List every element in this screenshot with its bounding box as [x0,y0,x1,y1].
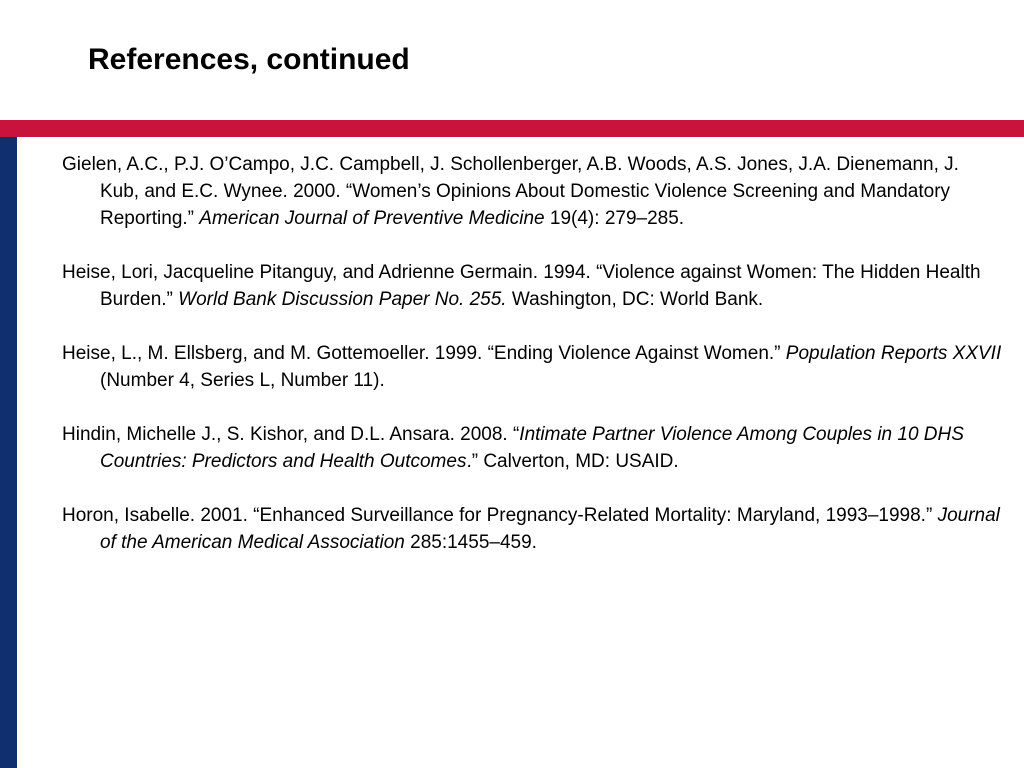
reference-source: American Journal of Preventive Medicine [199,208,545,229]
reference-text: Hindin, Michelle J., S. Kishor, and D.L. Ansara. 2008. “ [62,424,520,445]
reference-details: Washington, DC: World Bank. [506,289,764,310]
slide-title: References, continued [88,43,410,76]
reference-source: Population Reports XXVII [785,343,1002,364]
reference-entry-horon [62,502,1002,556]
reference-entry-heise-1999 [62,340,1002,394]
reference-entry-heise-1994 [62,259,1002,313]
reference-details: (Number 4, Series L, Number 11). [100,370,385,391]
reference-text: Gielen, A.C., P.J. O’Campo, J.C. Campbell, J. Schollenberger, A.B. Woods, A.S. Jones, J.A. Dienemann, J. Kub, and E.C. Wynee. 2000. “Women’s Opinions About Domestic Violence Screening and Mandatory Reporting.” [62,154,959,229]
top-accent-bar [0,120,1024,137]
left-accent-bar [0,137,17,768]
reference-text: Heise, L., M. Ellsberg, and M. Gottemoeller. 1999. “Ending Violence Against Women.” [62,343,786,364]
reference-text: Horon, Isabelle. 2001. “Enhanced Surveillance for Pregnancy-Related Mortality: Maryland, 1993–1998.” [62,505,938,526]
reference-entry-hindin [62,421,1002,475]
reference-details: .” Calverton, MD: USAID. [466,451,679,472]
reference-details: 285:1455–459. [404,532,537,553]
reference-details: 19(4): 279–285. [544,208,685,229]
reference-source: Intimate Partner Violence Among Couples in 10 DHS Countries: Predictors and Health Outcomes [100,424,964,472]
reference-source: World Bank Discussion Paper No. 255. [178,289,507,310]
reference-text: Heise, Lori, Jacqueline Pitanguy, and Adrienne Germain. 1994. “Violence against Women: The Hidden Health Burden.” [62,262,981,310]
reference-entry-gielen [62,151,1002,232]
reference-source: Journal of the American Medical Association [100,505,1000,553]
reference-list [62,151,1002,583]
